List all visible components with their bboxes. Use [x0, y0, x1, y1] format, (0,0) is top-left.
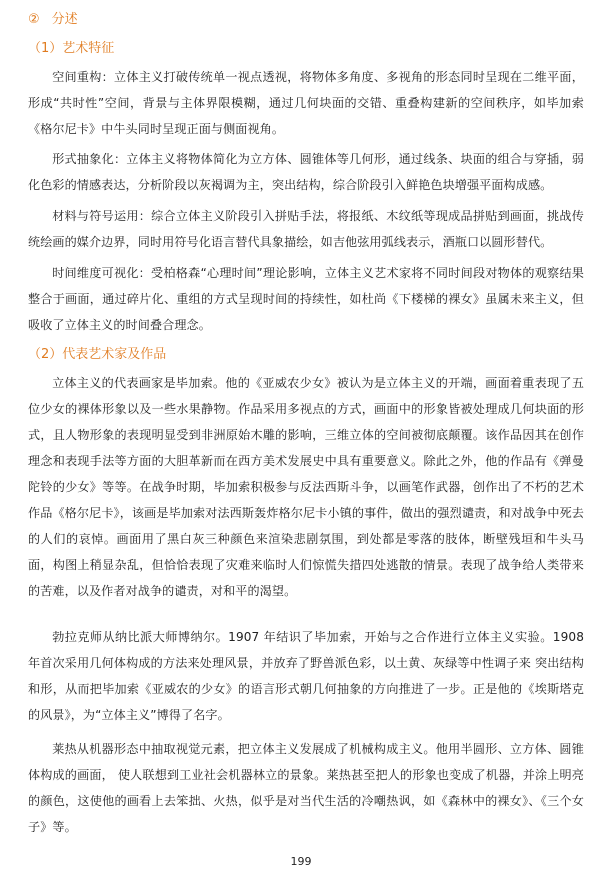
- paragraph-time-dimension: 时间维度可视化：受柏格森“心理时间”理论影响，立体主义艺术家将不同时间段对物体的观察结果整合于画面，通过碎片化、重组的方式呈现时间的持续性，如杜尚《下楼梯的裸女》虽属未来主义，但吸收了立体主义的时间叠合理念。: [28, 266, 584, 332]
- paragraph-materials-symbols: 材料与符号运用：综合立体主义阶段引入拼贴手法，将报纸、木纹纸等现成品拼贴到画面，挑战传统绘画的媒介边界，同时用符号化语言替代具象描绘，如吉他弦用弧线表示，酒瓶口以圆形替代。: [28, 209, 584, 249]
- page-number: 199: [290, 855, 312, 868]
- section-number: ②: [28, 12, 40, 27]
- paragraph-space-reconstruction: 空间重构：立体主义打破传统单一视点透视，将物体多角度、多视角的形态同时呈现在二维平面，形成“共时性”空间，背景与主体界限模糊，通过几何块面的交错、重叠构建新的空间秩序，如毕加索《格尔尼卡》中牛头同时呈现正面与侧面视角。: [28, 70, 584, 136]
- paragraph-picasso: 立体主义的代表画家是毕加索。他的《亚威农少女》被认为是立体主义的开端，画面着重表现了五位少女的裸体形象以及一些水果静物。作品采用多视点的方式，画面中的形象皆被处理成几何块面的形式，且人物形象的表现明显受到非洲原始木雕的影响，三维立体的空间被彻底颠覆。该作品因其在创作理念和表现手法等方面的大胆革新而在西方美术发展史中具有重要意义。除此之外，他的作品有《弹曼陀铃的少女》等等。在战争时期，毕加索积极参与反法西斯斗争，以画笔作武器，创作出了不朽的艺术作品《格尔尼卡》，该画是毕加索对法西斯轰炸格尔尼卡小镇的事件，做出的强烈谴责，和对战争中死去的人们的哀悼。画面用了黑白灰三种颜色来渲染悲剧氛围，到处都是零落的肢体，断壁残垣和牛头马面，构图上稍显杂乱，但恰恰表现了灾难来临时人们惊慌失措四处逃散的情景。表现了战争给人类带来的苦难，以及作者对战争的谴责，对和平的渴望。: [28, 376, 584, 598]
- subsection-heading-art-features: （1）艺术特征: [28, 41, 115, 56]
- subsection-heading-artists: （2）代表艺术家及作品: [28, 347, 167, 362]
- paragraph-leger: 莱热从机器形态中抽取视觉元素，把立体主义发展成了机械构成主义。他用半圆形、立方体、圆锥体构成的画面， 使人联想到工业社会机器林立的景象。莱热甚至把人的形象也变成了机器，并涂上明亮的颜色，这使他的画看上去笨拙、火热，似乎是对当代生活的冷嘲热讽，如《森林中的裸女》、《三个女子》等。: [28, 742, 584, 834]
- paragraph-braque: 勃拉克师从纳比派大师博纳尔。1907 年结识了毕加索，开始与之合作进行立体主义实验。1908 年首次采用几何体构成的方法来处理风景，并放弃了野兽派色彩，以土黄、灰绿等中性调子来 突出结构和形，从而把毕加索《亚威农的少女》的语言形式朝几何抽象的方向推进了一步。正是他的《埃斯塔克的风景》，为“立体主义”博得了名字。: [28, 630, 584, 722]
- paragraph-form-abstraction: 形式抽象化：立体主义将物体简化为立方体、圆锥体等几何形，通过线条、块面的组合与穿插，弱化色彩的情感表达，分析阶段以灰褐调为主，突出结构，综合阶段引入鲜艳色块增强平面构成感。: [28, 152, 584, 192]
- section-title: 分述: [51, 12, 78, 27]
- section-heading: [28, 10, 78, 30]
